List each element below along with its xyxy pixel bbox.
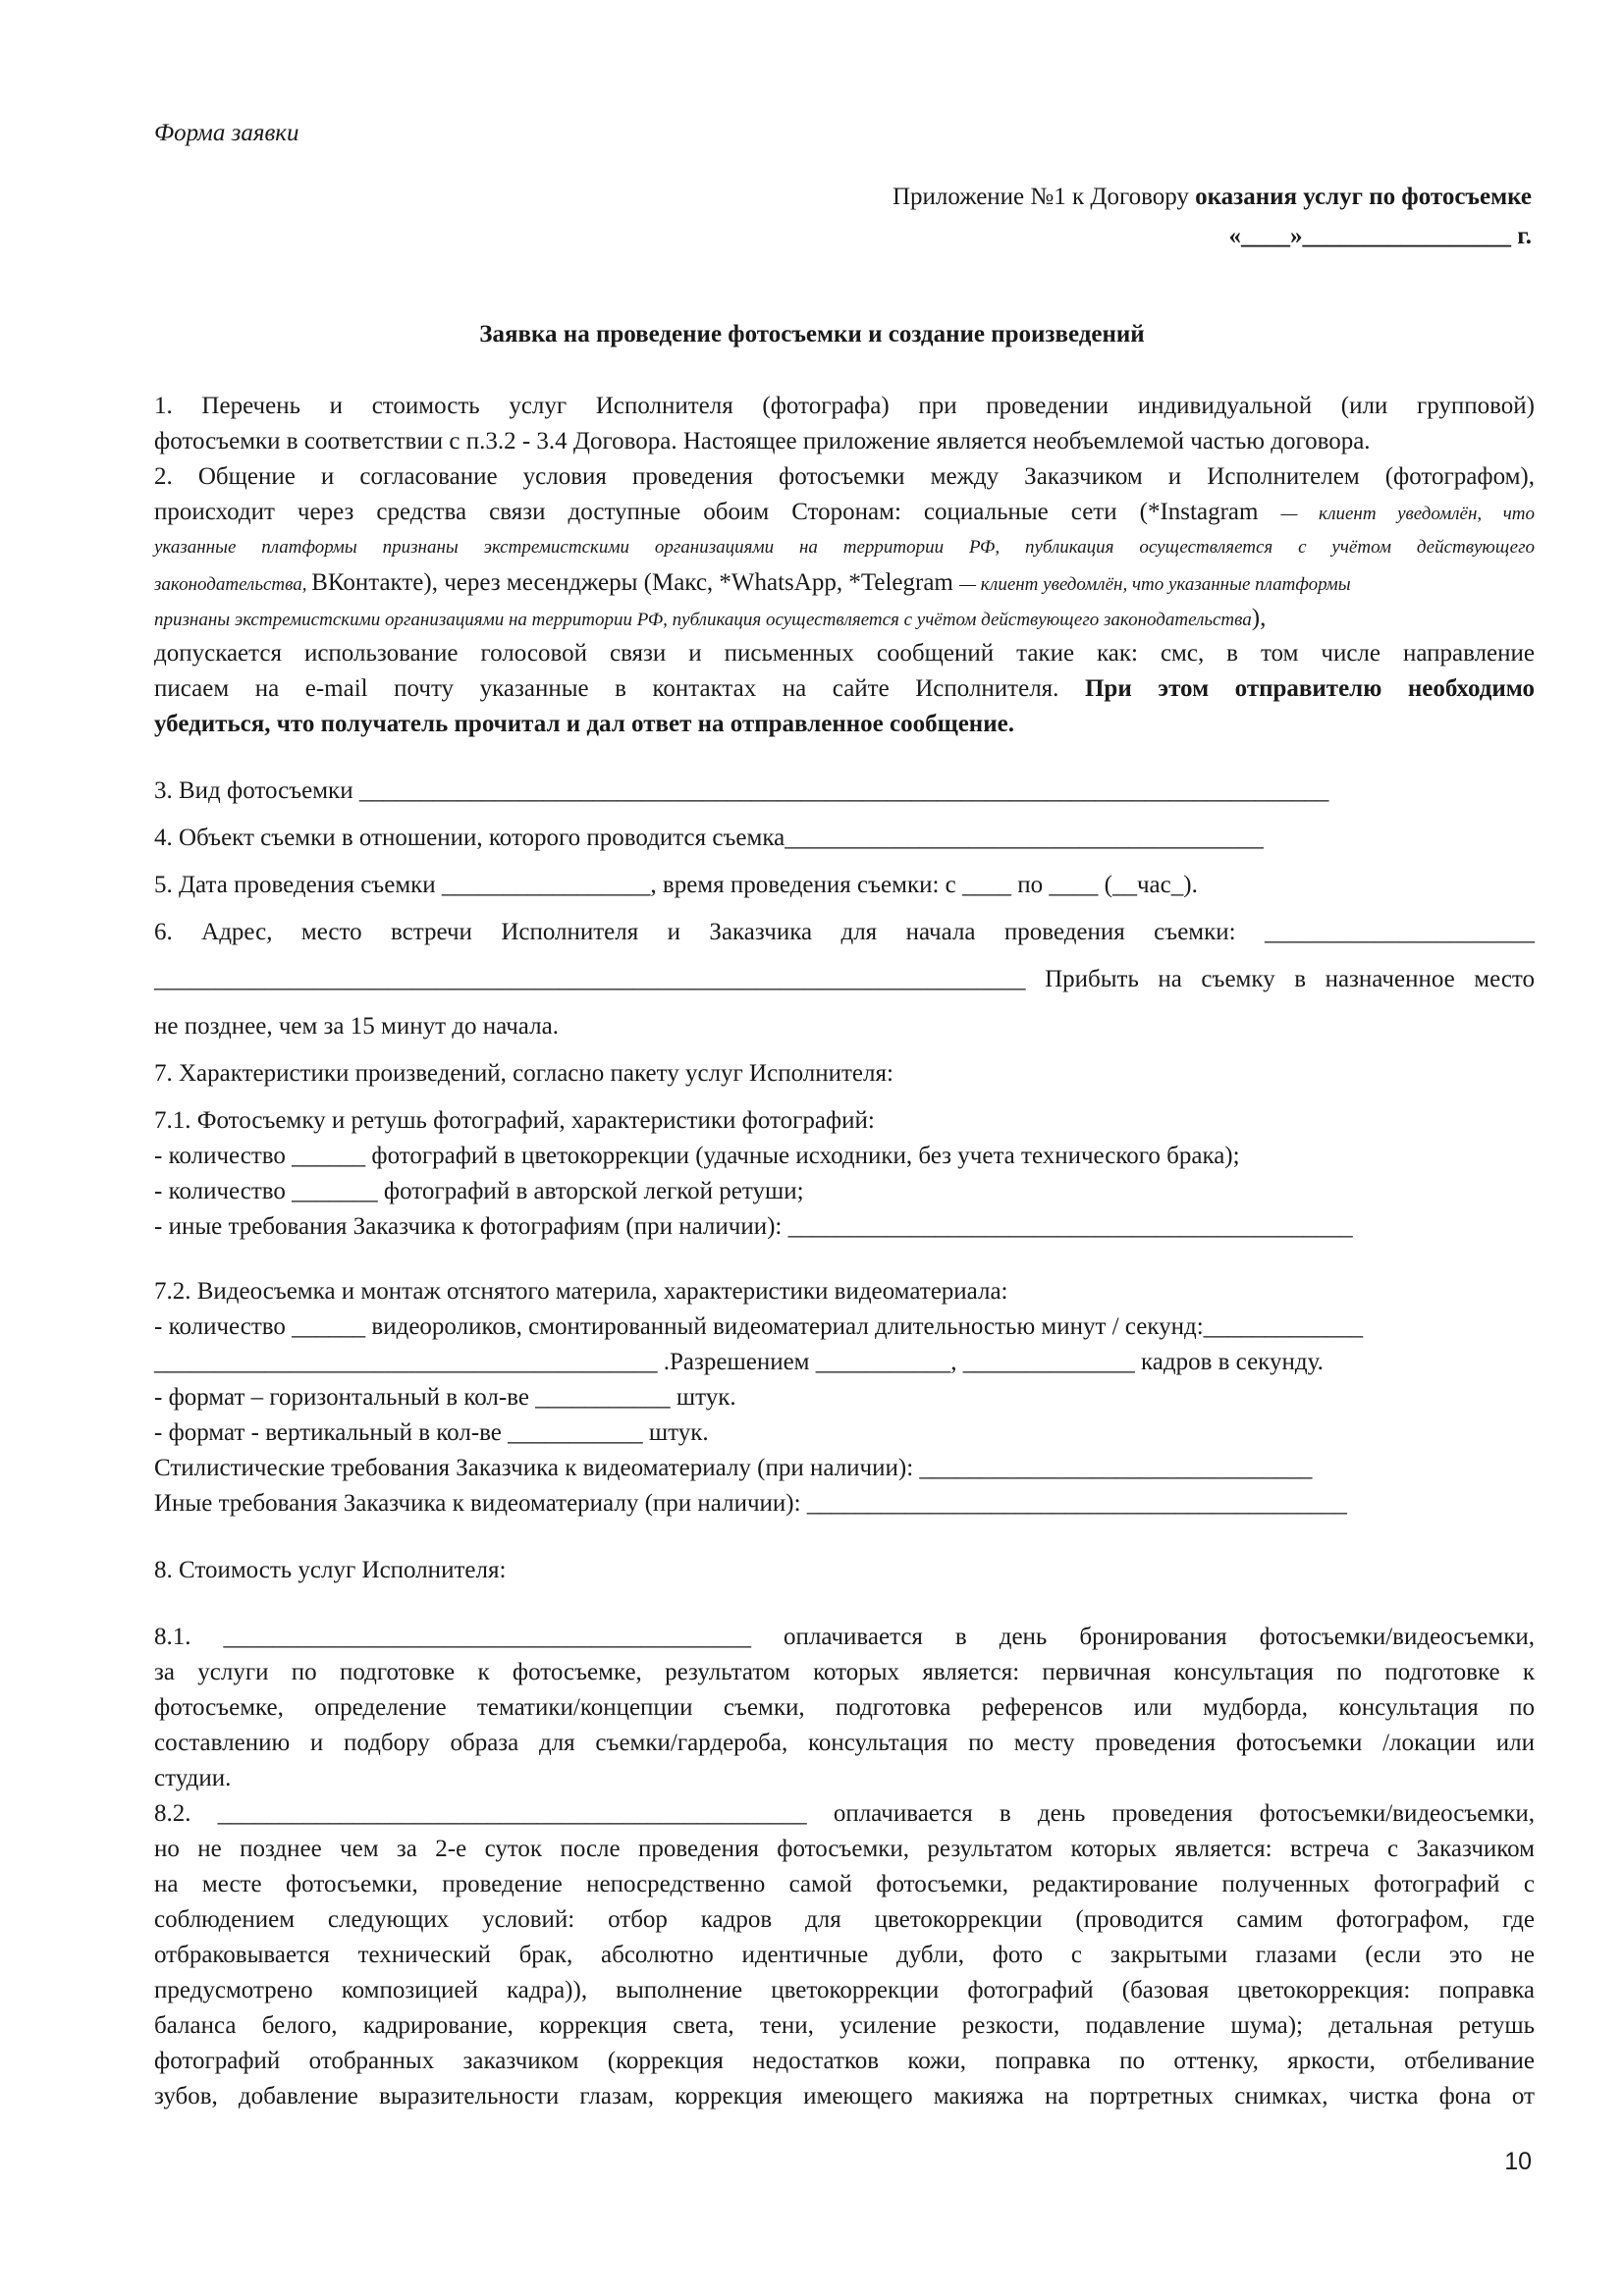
item-7-2-e: Стилистические требования Заказчика к видеоматериалу (при наличии): ________________________________ [154, 1455, 1313, 1481]
item-8-heading: 8. Стоимость услуг Исполнителя: [154, 1557, 507, 1583]
item-6-arrival: Прибыть на съемку в назначенное место [1045, 966, 1536, 992]
form-label: Форма заявки [154, 120, 299, 146]
p2-line-3: указанные платформы признаны экстремистскими организациями на территории РФ, публикация осуществляется с учётом действующего [154, 537, 1535, 558]
p2-line-5-end: ), [1251, 605, 1267, 631]
p2-line-4-text: ВКонтакте), через месенджеры (Макс, *WhatsApp, *Telegram [311, 569, 960, 596]
item-8-2-line-8: фотографий отобранных заказчиком (коррекция недостатков кожи, поправка по оттенку, яркости, отбеливание [154, 2048, 1535, 2074]
item-7-2-f: Иные требования Заказчика к видеоматериалу (при наличии): ____________________________________________ [154, 1490, 1347, 1517]
item-7-1-c: - иные требования Заказчика к фотографиям (при наличии): ______________________________________________ [154, 1213, 1353, 1240]
p2-line-2 [154, 495, 1535, 530]
item-6-line-2 [154, 962, 1535, 997]
p2-line-1: 2. Общение и согласование условия проведения фотосъемки между Заказчиком и Исполнителем (фотографом), [154, 463, 1535, 490]
item-7-1-heading: 7.1. Фотосъемку и ретушь фотографий, характеристики фотографий: [154, 1107, 875, 1134]
p2-line-4 [154, 565, 1351, 603]
p2-line-5-note: признаны экстремистскими организациями на территории РФ, публикация осуществляется с учётом действующего законодательства [154, 610, 1252, 630]
p2-line-4-note: законодательства, [154, 574, 312, 595]
item-8-2-line-5: отбраковывается технический брак, абсолютно идентичные дубли, фото с закрытыми глазами (если это не [154, 1942, 1535, 1968]
item-8-2-line-2: но не позднее чем за 2-е суток после проведения фотосъемки, результатом которых является: встреча с Заказчиком [154, 1836, 1535, 1862]
page-number: 10 [1504, 2148, 1532, 2175]
p2-line-7-text: писаем на e-mail почту указанные в контактах на сайте Исполнителя. [154, 675, 1085, 702]
item-6-line-3: не позднее, чем за 15 минут до начала. [154, 1013, 559, 1040]
p2-line-2-note: — клиент уведомлён, что [1280, 504, 1535, 524]
item-7-1-b: - количество _______ фотографий в авторской легкой ретуши; [154, 1178, 804, 1204]
item-8-1-line-5: студии. [154, 1765, 232, 1791]
item-8-2-line-6: предусмотрено композицией кадра)), выполнение цветокоррекции фотографий (базовая цветокоррекция: поправка [154, 1977, 1535, 2003]
p1-line-1: 1. Перечень и стоимость услуг Исполнителя (фотографа) при проведении индивидуальной (или групповой) [154, 393, 1535, 419]
p2-line-7-bold: При этом отправителю необходимо [1084, 675, 1535, 702]
item-8-2-line-3: на месте фотосъемки, проведение непосредственно самой фотосъемки, редактирование полученных фотографий с [154, 1871, 1535, 1897]
p1-line-2: фотосъемки в соответствии с п.3.2 - 3.4 Договора. Настоящее приложение является необъемлемой частью договора. [154, 428, 1371, 454]
item-8-1-line-3: фотосъемке, определение тематики/концепции съемки, подготовка референсов или мудборда, консультация по [154, 1694, 1535, 1721]
item-7-2-heading: 7.2. Видеосъемка и монтаж отснятого материла, характеристики видеоматериала: [154, 1278, 1008, 1305]
p2-line-8: убедиться, что получатель прочитал и дал ответ на отправленное сообщение. [154, 711, 1014, 737]
item-7-2-c: - формат – горизонтальный в кол-ве ___________ штук. [154, 1384, 736, 1411]
item-8-2-line-9: зубов, добавление выразительности глазам, коррекция имеющего макияжа на портретных снимках, чистка фона от [154, 2083, 1535, 2109]
appendix-subject: оказания услуг по фотосъемке [1195, 184, 1532, 210]
item-8-2-line-1: 8.2. ________________________________________________ оплачивается в день проведения фотосъемки/видеосъемки, [154, 1800, 1535, 1827]
item-8-2-line-4: соблюдением следующих условий: отбор кадров для цветокоррекции (проводится самим фотографом, где [154, 1906, 1535, 1933]
item-8-2-line-7: баланса белого, кадрирование, коррекция света, тени, усиление резкости, подавление шума); детальная ретушь [154, 2012, 1535, 2039]
p2-line-2-text: происходит через средства связи доступные обоим Сторонам: социальные сети (*Instagram [154, 499, 1259, 525]
item-6-blank: _______________________________________________________________________ [154, 966, 1026, 992]
item-3-shoot-type: 3. Вид фотосъемки _______________________________________________________________________________ [154, 777, 1329, 804]
p2-line-5 [154, 601, 1266, 638]
item-8-1-line-1: 8.1. ___________________________________________ оплачивается в день бронирования фотосъемки/видеосъемки, [154, 1624, 1535, 1650]
item-7-1-a: - количество ______ фотографий в цветокоррекции (удачные исходники, без учета технического брака); [154, 1143, 1240, 1169]
appendix-reference [893, 180, 1532, 215]
item-7-2-d: - формат - вертикальный в кол-ве ___________ штук. [154, 1419, 709, 1446]
document-title: Заявка на проведение фотосъемки и создание произведений [479, 321, 1145, 347]
item-5-date-time: 5. Дата проведения съемки _________________, время проведения съемки: с ____ по ____ (__час_). [154, 872, 1198, 898]
contract-date-line: «____»_________________ г. [1228, 223, 1532, 249]
item-4-shoot-object: 4. Объект съемки в отношении, которого проводится съемка_______________________________________ [154, 825, 1264, 851]
p2-line-4-note-2: — клиент уведомлён, что указанные платформы [959, 574, 1351, 595]
item-6-line-1: 6. Адрес, место встречи Исполнителя и Заказчика для начала проведения съемки: ______________________ [154, 919, 1535, 945]
appendix-prefix: Приложение №1 к Договору [892, 184, 1196, 210]
p2-line-7 [154, 671, 1535, 707]
item-8-1-line-4: составлению и подбору образа для съемки/гардероба, консультация по месту проведения фотосъемки /локации или [154, 1730, 1535, 1756]
item-7-2-b: _________________________________________ .Разрешением ___________, ______________ кадров в секунду. [154, 1349, 1324, 1375]
p2-line-6: допускается использование голосовой связи и письменных сообщений такие как: смс, в том числе направление [154, 640, 1535, 667]
item-8-1-line-2: за услуги по подготовке к фотосъемке, результатом которых является: первичная консультация по подготовке к [154, 1659, 1535, 1685]
item-7-heading: 7. Характеристики произведений, согласно пакету услуг Исполнителя: [154, 1060, 893, 1087]
item-7-2-a: - количество ______ видеороликов, смонтированный видеоматериал длительностью минут / секунд:_____________ [154, 1313, 1364, 1340]
